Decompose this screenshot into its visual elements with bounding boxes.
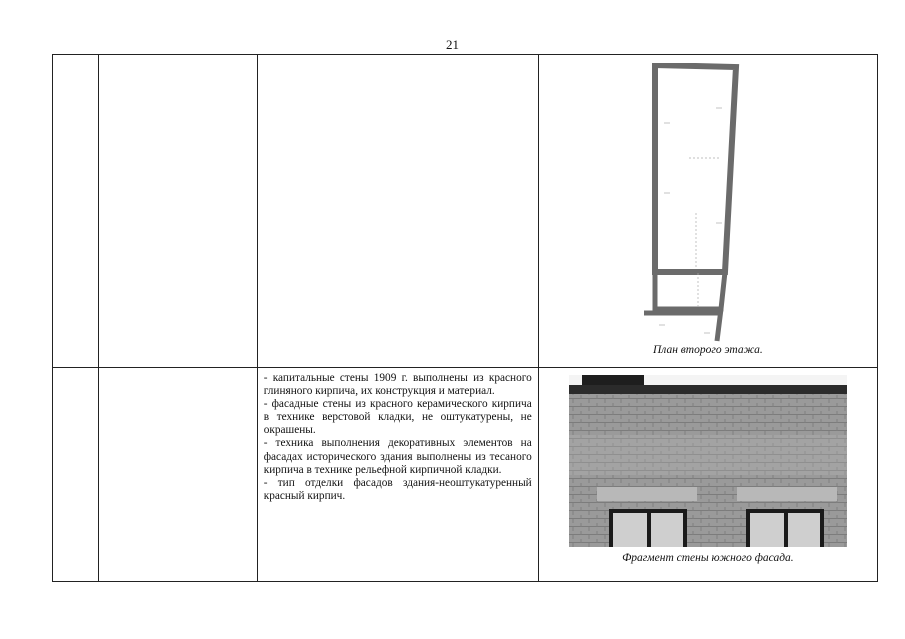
table-cell-figure [538,55,877,368]
table-cell-index [53,55,99,368]
figure-caption: План второго этажа. [653,344,763,356]
description-item: - капитальные стены 1909 г. выполнены из красного глиняного кирпича, их конструкция и материал. [263,372,532,398]
floor-plan-drawing [644,63,784,345]
table-cell-figure [538,368,877,582]
table-row [53,368,878,582]
window-right [746,509,824,547]
description-item: - техника выполнения декоративных элементов на фасадах исторического здания выполнены из тесаного кирпича в технике рельефной кирпичной кладки. [263,437,532,476]
figure-caption: Фрагмент стены южного фасада. [622,552,794,564]
table-cell-description [257,368,538,582]
table-cell-name [99,55,258,368]
table-cell-description [257,55,538,368]
page-number: 21 [446,37,459,52]
window-left [609,509,687,547]
table-cell-index [53,368,99,582]
table-row [53,55,878,368]
description-item: - тип отделки фасадов здания-неоштукатуренный красный кирпич. [263,476,532,502]
document-table [52,54,878,582]
facade-photo [569,375,847,547]
description-item: - фасадные стены из красного керамического кирпича в технике верстовой кладки, не оштукатурены, не окрашены. [263,398,532,437]
table-cell-name [99,368,258,582]
